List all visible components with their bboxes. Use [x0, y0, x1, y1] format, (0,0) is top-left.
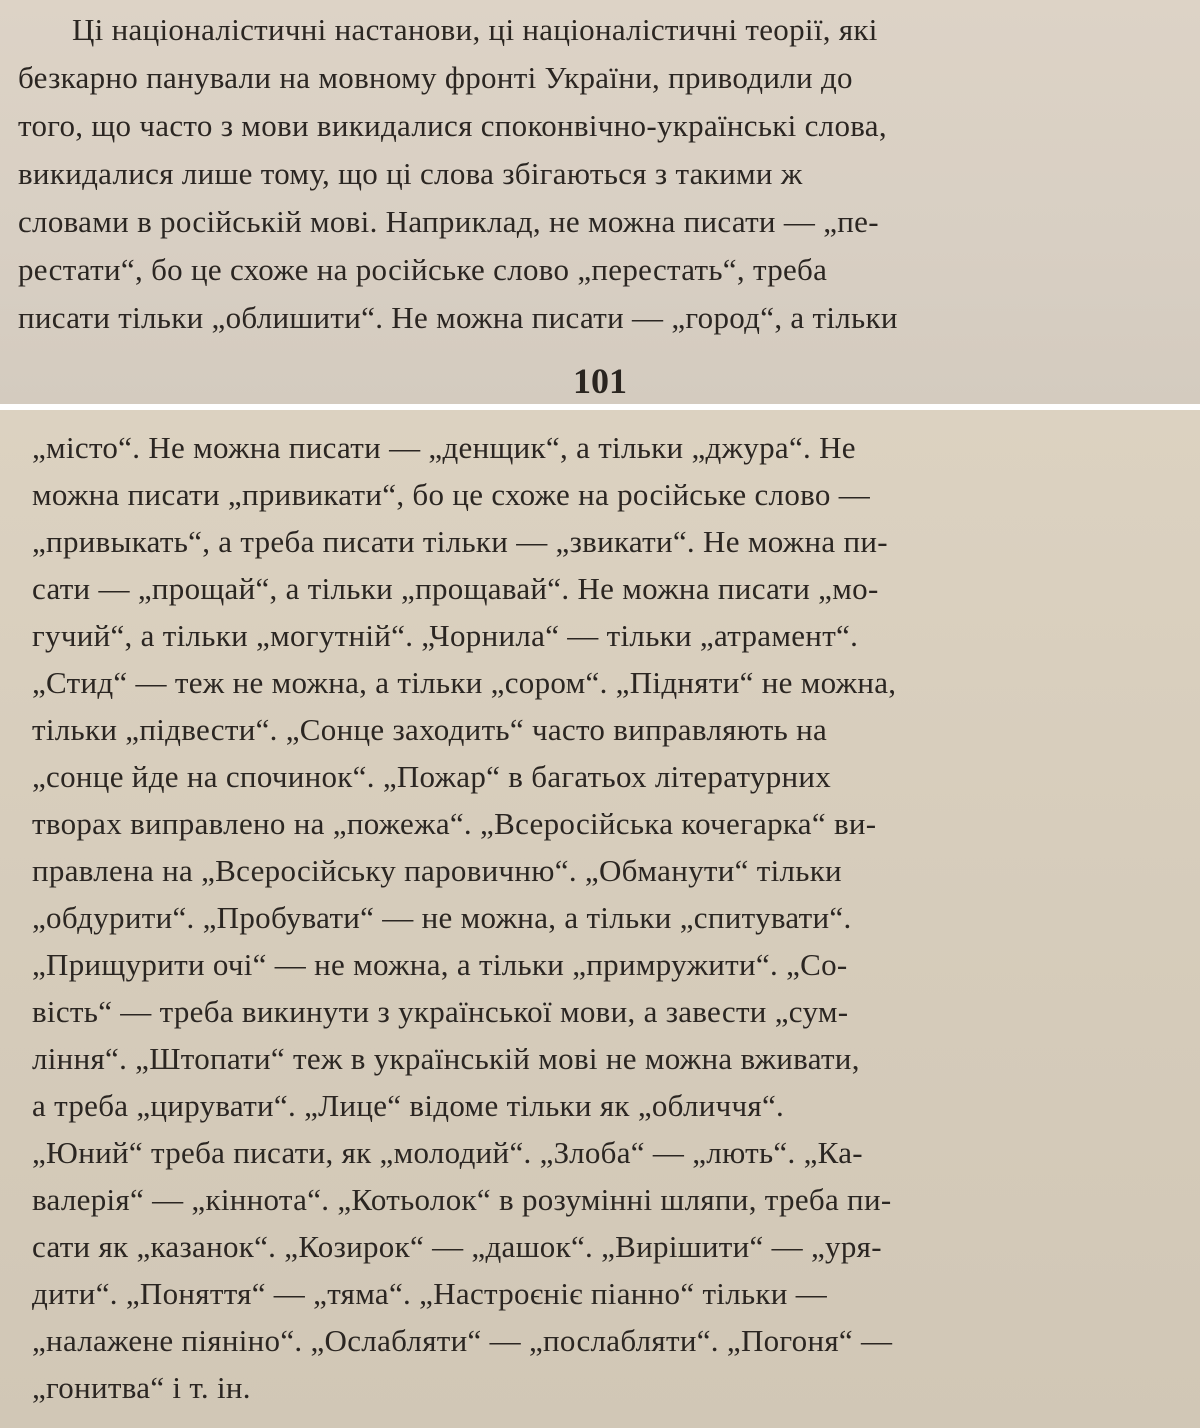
- top-page-scan: [0, 0, 1200, 404]
- text-line: словами в російській мові. Наприклад, не можна писати — „пе-: [18, 204, 879, 239]
- text-line: „Юний“ треба писати, як „молодий“. „Злоба“ — „лють“. „Ка-: [32, 1135, 863, 1170]
- bottom-page-scan: [0, 410, 1200, 1428]
- text-line: „привыкать“, а треба писати тільки — „звикати“. Не можна пи-: [32, 524, 888, 559]
- text-line: сати як „казанок“. „Козирок“ — „дашок“. „Вирішити“ — „уря-: [32, 1229, 882, 1264]
- text-line: Ці націоналістичні настанови, ці націоналістичні теорії, які: [72, 12, 878, 47]
- text-line: „налажене піяніно“. „Ослабляти“ — „послабляти“. „Погоня“ —: [32, 1323, 893, 1358]
- text-line: дити“. „Поняття“ — „тяма“. „Настроєніє піанно“ тільки —: [32, 1276, 828, 1311]
- text-line: „Стид“ — теж не можна, а тільки „сором“. „Підняти“ не можна,: [32, 665, 897, 700]
- text-line: гучий“, а тільки „могутній“. „Чорнила“ — тільки „атрамент“.: [32, 618, 859, 653]
- page-number: 101: [573, 361, 627, 401]
- text-line: ління“. „Штопати“ теж в українській мові не можна вживати,: [32, 1041, 860, 1076]
- text-line: а треба „цирувати“. „Лице“ відоме тільки як „обличчя“.: [32, 1088, 785, 1123]
- text-line: сати — „прощай“, а тільки „прощавай“. Не можна писати „мо-: [32, 571, 879, 606]
- text-line: „гонитва“ і т. ін.: [32, 1370, 251, 1405]
- text-line: „місто“. Не можна писати — „денщик“, а тільки „джура“. Не: [32, 430, 856, 465]
- text-line: викидалися лише тому, що ці слова збігаються з такими ж: [18, 156, 803, 191]
- text-line: того, що часто з мови викидалися споконвічно-українські слова,: [18, 108, 887, 143]
- text-line: можна писати „привикати“, бо це схоже на російське слово —: [32, 477, 871, 512]
- text-line: безкарно панували на мовному фронті України, приводили до: [18, 60, 853, 95]
- text-line: тільки „підвести“. „Сонце заходить“ часто виправляють на: [32, 712, 828, 747]
- text-line: „обдурити“. „Пробувати“ — не можна, а тільки „спитувати“.: [32, 900, 852, 935]
- text-line: „сонце йде на спочинок“. „Пожар“ в багатьох літературних: [32, 759, 832, 794]
- text-line: „Прищурити очі“ — не можна, а тільки „примружити“. „Со-: [32, 947, 848, 982]
- text-line: рестати“, бо це схоже на російське слово „перестать“, треба: [18, 252, 828, 287]
- text-line: творах виправлено на „пожежа“. „Всеросійська кочегарка“ ви-: [32, 806, 877, 841]
- text-line: писати тільки „облишити“. Не можна писати — „город“, а тільки: [18, 300, 898, 335]
- text-line: правлена на „Всеросійську паровичню“. „Обманути“ тільки: [32, 853, 842, 888]
- text-line: вість“ — треба викинути з української мови, а завести „сум-: [32, 994, 849, 1029]
- text-line: валерія“ — „кіннота“. „Котьолок“ в розумінні шляпи, треба пи-: [32, 1182, 892, 1217]
